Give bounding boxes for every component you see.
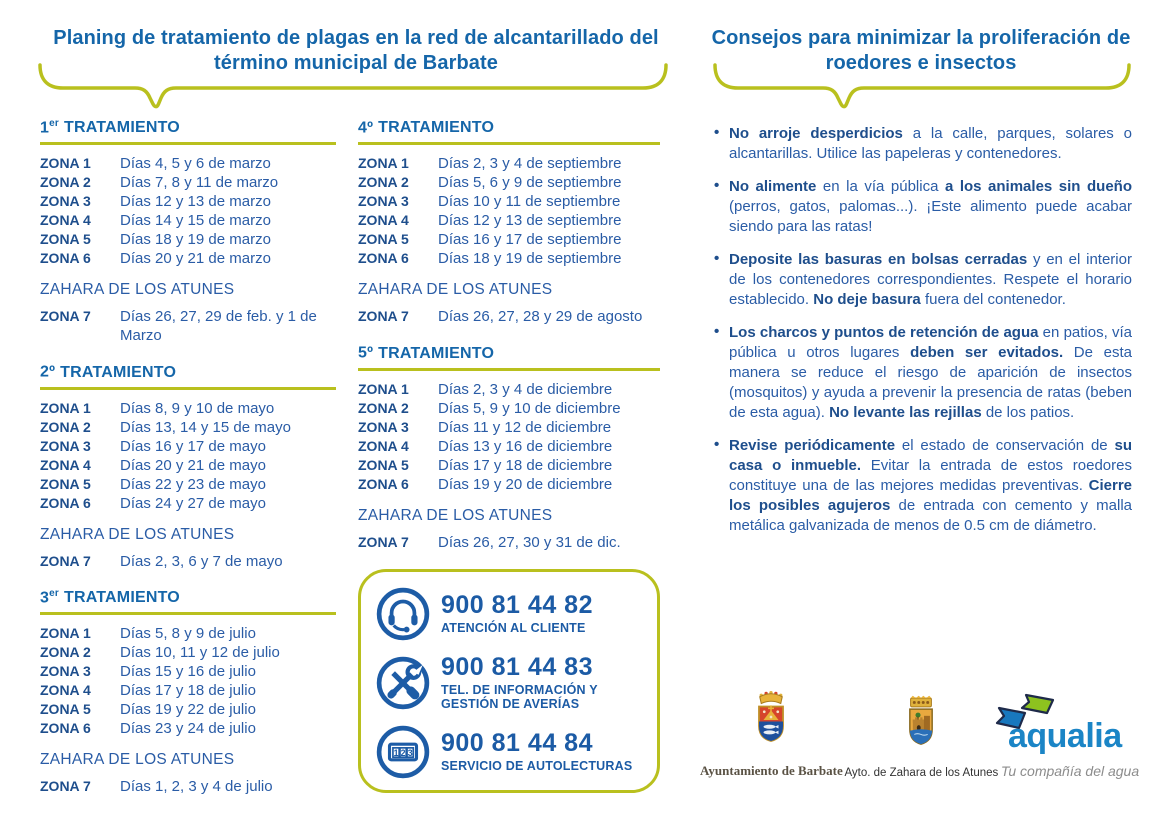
zone-row [40, 475, 336, 494]
headset-icon [376, 587, 430, 641]
zone-days: Días 10 y 11 de septiembre [438, 193, 621, 211]
left-panel-title: Planing de tratamiento de plagas en la red de alcantarillado del término municipal de Barbate [53, 27, 659, 74]
zone-days: Días 10, 11 y 12 de julio [120, 643, 280, 661]
zone-list [40, 154, 336, 268]
zone-row [40, 399, 336, 418]
zone-label: ZONA 7 [358, 533, 409, 550]
zone-days: Días 2, 3 y 4 de diciembre [438, 380, 613, 398]
zone-days: Días 12 y 13 de marzo [120, 193, 271, 211]
aqualia-wordmark: aqualia [1007, 717, 1122, 755]
treatment-1-title: 1er TRATAMIENTO [40, 118, 336, 145]
zone-row [358, 456, 660, 475]
right-panel-title: Consejos para minimizar la proliferación de roedores e insectos [711, 27, 1131, 74]
zone-days: Días 18 y 19 de septiembre [438, 250, 622, 268]
zone-label: ZONA 3 [40, 437, 91, 454]
left-brace-decoration [37, 62, 669, 112]
barbate-logo [700, 690, 843, 779]
aqualia-tagline: Tu compañía del agua [1000, 763, 1140, 779]
zone-days: Días 5, 8 y 9 de julio [120, 624, 256, 642]
zone-days: Días 12 y 13 de septiembre [438, 212, 622, 230]
zone-list [40, 399, 336, 513]
zone-label: ZONA 7 [40, 552, 91, 569]
phone-row-self-readings [376, 725, 647, 779]
phone-texts [441, 592, 593, 636]
phone-number: 900 81 44 83 [441, 652, 593, 681]
zone-days: Días 15 y 16 de julio [120, 662, 256, 680]
phone-texts [441, 730, 632, 774]
zone-days: Días 2, 3 y 4 de septiembre [438, 155, 622, 173]
treatments-column-left [40, 118, 336, 813]
zone-row [40, 437, 336, 456]
zone-row [40, 552, 336, 571]
svg-text:2: 2 [400, 747, 406, 758]
zone-label: ZONA 6 [358, 250, 409, 267]
tip-item-1: • No arroje desperdicios a la calle, parques, solares o alcantarillas. Utilice las papeleras y contenedores. [712, 124, 1132, 164]
svg-text:1: 1 [393, 747, 399, 758]
phone-number: 900 81 44 84 [441, 728, 593, 757]
zone-days: Días 26, 27, 29 de feb. y 1 de Marzo [120, 308, 317, 345]
zone-row [40, 494, 336, 513]
zahara-heading: ZAHARA DE LOS ATUNES [40, 750, 235, 768]
treatment-4-title: 4º TRATAMIENTO [358, 118, 660, 145]
barbate-caption: Ayuntamiento de Barbate [700, 763, 843, 778]
zone-label: ZONA 4 [40, 456, 91, 473]
zone-label: ZONA 2 [40, 174, 91, 191]
zone-row [40, 700, 336, 719]
zone-label: ZONA 3 [358, 193, 409, 210]
phone-texts [441, 654, 647, 712]
zone-label: ZONA 4 [40, 212, 91, 229]
zone-label: ZONA 1 [358, 155, 409, 172]
zone-label: ZONA 2 [40, 418, 91, 435]
zone-label: ZONA 5 [358, 456, 409, 473]
zahara-caption: Ayto. de Zahara de los Atunes [844, 767, 999, 779]
zone-label: ZONA 1 [358, 380, 409, 397]
treatment-section-3 [40, 588, 336, 796]
svg-text:3: 3 [407, 747, 413, 758]
zahara-heading: ZAHARA DE LOS ATUNES [358, 281, 553, 299]
zone-label: ZONA 6 [40, 719, 91, 736]
zone-days: Días 19 y 20 de diciembre [438, 475, 613, 493]
zone-list [40, 624, 336, 738]
zone-label: ZONA 2 [40, 643, 91, 660]
zone-row [358, 475, 660, 494]
tip-item-2: • No alimente en la vía pública a los animales sin dueño (perros, gatos, palomas...). ¡Este alimento puede acabar siendo para las ratas! [712, 177, 1132, 237]
zone-days: Días 26, 27, 30 y 31 de dic. [438, 533, 621, 551]
zone-label: ZONA 4 [358, 212, 409, 229]
zone-days: Días 5, 9 y 10 de diciembre [438, 399, 621, 417]
zone-row [40, 192, 336, 211]
zone-row [40, 643, 336, 662]
zone-days: Días 20 y 21 de marzo [120, 250, 271, 268]
zone-row [40, 681, 336, 700]
zone-list [358, 154, 660, 268]
treatment-section-1 [40, 118, 336, 345]
zone-label: ZONA 4 [40, 681, 91, 698]
zone-label: ZONA 7 [40, 308, 91, 325]
phone-row-customer-service [376, 587, 647, 641]
zone-days: Días 16 y 17 de mayo [120, 437, 266, 455]
zone-days: Días 23 y 24 de julio [120, 719, 256, 737]
zone-row [358, 307, 660, 326]
zone-label: ZONA 1 [40, 624, 91, 641]
zone-row [40, 662, 336, 681]
zone-days: Días 7, 8 y 11 de marzo [120, 174, 279, 192]
zone-row [40, 719, 336, 738]
treatment-3-title: 3er TRATAMIENTO [40, 588, 336, 615]
zone-row [40, 777, 336, 796]
tips-column [712, 118, 1132, 549]
phone-label: TEL. DE INFORMACIÓN Y GESTIÓN DE AVERÍAS [441, 682, 598, 712]
zone-label: ZONA 6 [40, 494, 91, 511]
zahara-heading: ZAHARA DE LOS ATUNES [40, 525, 235, 543]
zone-days: Días 24 y 27 de mayo [120, 494, 266, 512]
zone-row [40, 307, 336, 345]
zone-list [358, 380, 660, 494]
right-brace-decoration [712, 62, 1132, 112]
zone-days: Días 8, 9 y 10 de mayo [120, 399, 275, 417]
treatment-2-title: 2º TRATAMIENTO [40, 362, 336, 389]
zahara-heading: ZAHARA DE LOS ATUNES [358, 506, 553, 524]
crossed-tools-icon [376, 656, 430, 710]
zone-row [358, 418, 660, 437]
treatment-section-2 [40, 362, 336, 570]
zone-days: Días 13, 14 y 15 de mayo [120, 418, 291, 436]
zone-days: Días 18 y 19 de marzo [120, 231, 271, 249]
zone-days: Días 16 y 17 de septiembre [438, 231, 622, 249]
zone-days: Días 14 y 15 de marzo [120, 212, 271, 230]
zone-days: Días 4, 5 y 6 de marzo [120, 155, 271, 173]
zone-label: ZONA 2 [358, 174, 409, 191]
tips-list [712, 124, 1132, 536]
zahara-crest-icon [894, 695, 948, 759]
zone-days: Días 19 y 22 de julio [120, 700, 256, 718]
barbate-crest-icon [741, 690, 801, 756]
treatments-column-middle [358, 118, 660, 793]
footer-logos [700, 690, 1140, 779]
zone-label: ZONA 3 [40, 193, 91, 210]
zone-row [358, 154, 660, 173]
zone-label: ZONA 3 [358, 418, 409, 435]
treatment-section-4 [358, 118, 660, 326]
phone-numbers-box [358, 569, 660, 793]
zone-label: ZONA 4 [358, 437, 409, 454]
zone-row [358, 437, 660, 456]
zone-label: ZONA 6 [40, 250, 91, 267]
zone-label: ZONA 5 [358, 231, 409, 248]
zone-label: ZONA 6 [358, 475, 409, 492]
zone-row [358, 192, 660, 211]
zone-row [40, 624, 336, 643]
zone-row [40, 418, 336, 437]
zone-row [40, 249, 336, 268]
treatment-section-5 [358, 343, 660, 551]
tip-item-3: • Deposite las basuras en bolsas cerradas y en el interior de los contenedores correspondientes. Respete el horario establecido. No deje basura fuera del contenedor. [712, 250, 1132, 310]
zone-label: ZONA 1 [40, 155, 91, 172]
zone-label: ZONA 1 [40, 399, 91, 416]
zone-label: ZONA 5 [40, 231, 91, 248]
zone-days: Días 17 y 18 de diciembre [438, 456, 613, 474]
zone-label: ZONA 3 [40, 662, 91, 679]
zone-row [358, 230, 660, 249]
zone-label: ZONA 5 [40, 475, 91, 492]
zone-row [358, 533, 660, 552]
tip-item-5: • Revise periódicamente el estado de conservación de su casa o inmueble. Evitar la entrada de estos roedores constituye una de las mejores medidas preventivas. Cierre los posibles agujeros de entrada con cemento y malla metálica galvanizada de menos de 0.5 cm de diámetro. [712, 436, 1132, 536]
zone-label: ZONA 7 [358, 308, 409, 325]
zone-days: Días 13 y 16 de diciembre [438, 437, 613, 455]
treatment-5-title: 5º TRATAMIENTO [358, 343, 660, 370]
zahara-logo [844, 695, 998, 779]
zone-days: Días 2, 3, 6 y 7 de mayo [120, 552, 283, 570]
zone-days: Días 11 y 12 de diciembre [438, 418, 612, 436]
zone-label: ZONA 7 [40, 777, 91, 794]
phone-label: SERVICIO DE AUTOLECTURAS [441, 758, 633, 773]
zone-days: Días 20 y 21 de mayo [120, 456, 266, 474]
zone-days: Días 5, 6 y 9 de septiembre [438, 174, 622, 192]
zone-label: ZONA 2 [358, 399, 409, 416]
zone-row [358, 211, 660, 230]
aqualia-mark [1000, 695, 1140, 757]
meter-123-icon [376, 725, 430, 779]
zone-row [358, 380, 660, 399]
phone-number: 900 81 44 82 [441, 590, 593, 619]
zone-row [40, 211, 336, 230]
zahara-heading: ZAHARA DE LOS ATUNES [40, 281, 235, 299]
phone-row-breakdowns [376, 654, 647, 712]
zone-row [40, 456, 336, 475]
zone-row [358, 399, 660, 418]
zone-days: Días 22 y 23 de mayo [120, 475, 266, 493]
tip-item-4: • Los charcos y puntos de retención de agua en patios, vía pública u otros lugares deben ser evitados. De esta manera se reduce el riesgo de aparición de insectos (mosquitos) y ayuda a prevenir la presencia de ratas (beben de esta agua). No levante las rejillas de los patios. [712, 323, 1132, 423]
zone-days: Días 26, 27, 28 y 29 de agosto [438, 308, 643, 326]
zone-label: ZONA 5 [40, 700, 91, 717]
phone-label: ATENCIÓN AL CLIENTE [441, 620, 586, 635]
zone-row [358, 173, 660, 192]
zone-row [358, 249, 660, 268]
aqualia-logo [1000, 695, 1140, 779]
zone-days: Días 17 y 18 de julio [120, 681, 256, 699]
zone-days: Días 1, 2, 3 y 4 de julio [120, 777, 273, 795]
zone-row [40, 154, 336, 173]
zone-row [40, 173, 336, 192]
zone-row [40, 230, 336, 249]
